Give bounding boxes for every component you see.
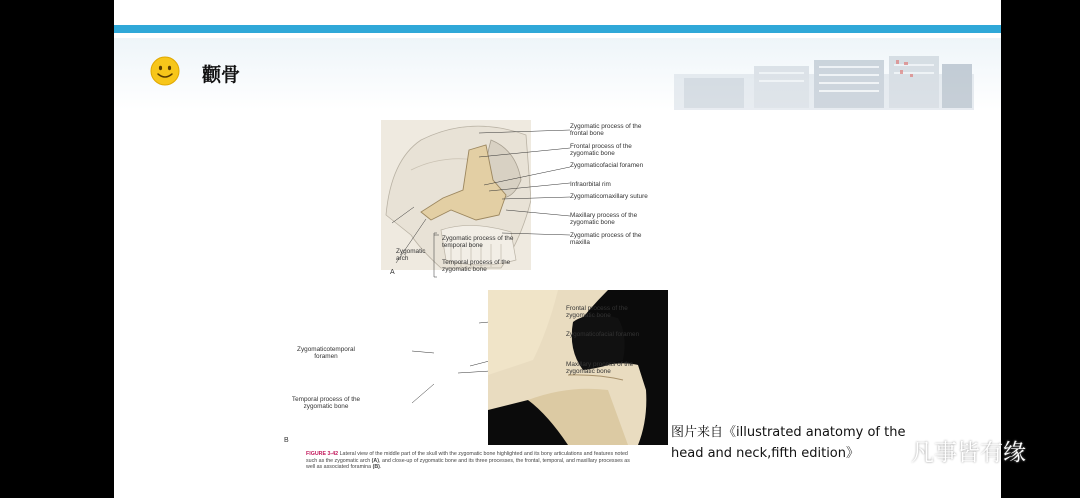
label-a-zygomaticofacial-foramen: Zygomaticofacial foramen	[570, 162, 644, 169]
caption-ref-a: (A)	[371, 457, 380, 464]
caption-text-between: , and close-up of zygomatic bone and its three processes, the frontal, temporal, and maxillary processes as well as associated foramina	[306, 457, 630, 471]
label-a-temporal-process: Temporal process of the zygomatic bone	[442, 259, 511, 274]
figure-caption	[306, 451, 636, 471]
label-b-temporal-process: Temporal process of the zygomatic bone	[291, 396, 361, 411]
label-a-zygomatic-arch: Zygomatic arch	[396, 248, 426, 263]
source-line-2: head and neck,fifth edition》	[671, 446, 859, 461]
label-b-zygomaticofacial-foramen: Zygomaticofacial foramen	[566, 331, 640, 338]
label-a-zygomatic-process-temporal: Zygomatic process of the temporal bone	[442, 235, 514, 250]
slide-title: 颧骨	[202, 64, 241, 86]
figure-a-letter: A	[390, 269, 395, 276]
caption-text-a: Lateral view of the middle part of the skull with the zygomatic bone highlighted and its bony articulations and features noted such as the zygomatic arch	[306, 451, 628, 464]
label-a-zygomatic-process-maxilla: Zygomatic process of the maxilla	[570, 232, 642, 247]
buildings-banner-image	[674, 52, 974, 110]
label-b-maxillary-process: Maxillary process of the zygomatic bone	[566, 361, 634, 376]
label-a-maxillary-process: Maxillary process of the zygomatic bone	[570, 212, 638, 227]
accent-bar	[114, 25, 1001, 33]
wechat-icon	[869, 435, 911, 465]
smiley-icon	[150, 56, 180, 86]
label-b-zygomaticotemporal-foramen: Zygomaticotemporal foramen	[297, 346, 355, 361]
label-b-frontal-process: Frontal process of the zygomatic bone	[566, 305, 628, 320]
label-a-infraorbital-rim: Infraorbital rim	[570, 181, 611, 188]
label-a-zygomaticomaxillary-suture: Zygomaticomaxillary suture	[570, 193, 648, 200]
slide	[114, 0, 1001, 498]
anatomy-figure	[274, 115, 648, 490]
caption-ref-b: (B)	[372, 464, 380, 471]
watermark-text: 凡事皆有缘	[911, 439, 1026, 466]
caption-end: .	[379, 464, 382, 471]
caption-figure-number: FIGURE 3-42	[306, 451, 339, 457]
source-line-1: 图片来自《illustrated anatomy of the	[671, 425, 906, 440]
watermark	[869, 433, 1026, 467]
label-a-frontal-process: Frontal process of the zygomatic bone	[570, 143, 632, 158]
figure-b-letter: B	[284, 437, 289, 444]
label-a-zygomatic-process-frontal: Zygomatic process of the frontal bone	[570, 123, 642, 138]
